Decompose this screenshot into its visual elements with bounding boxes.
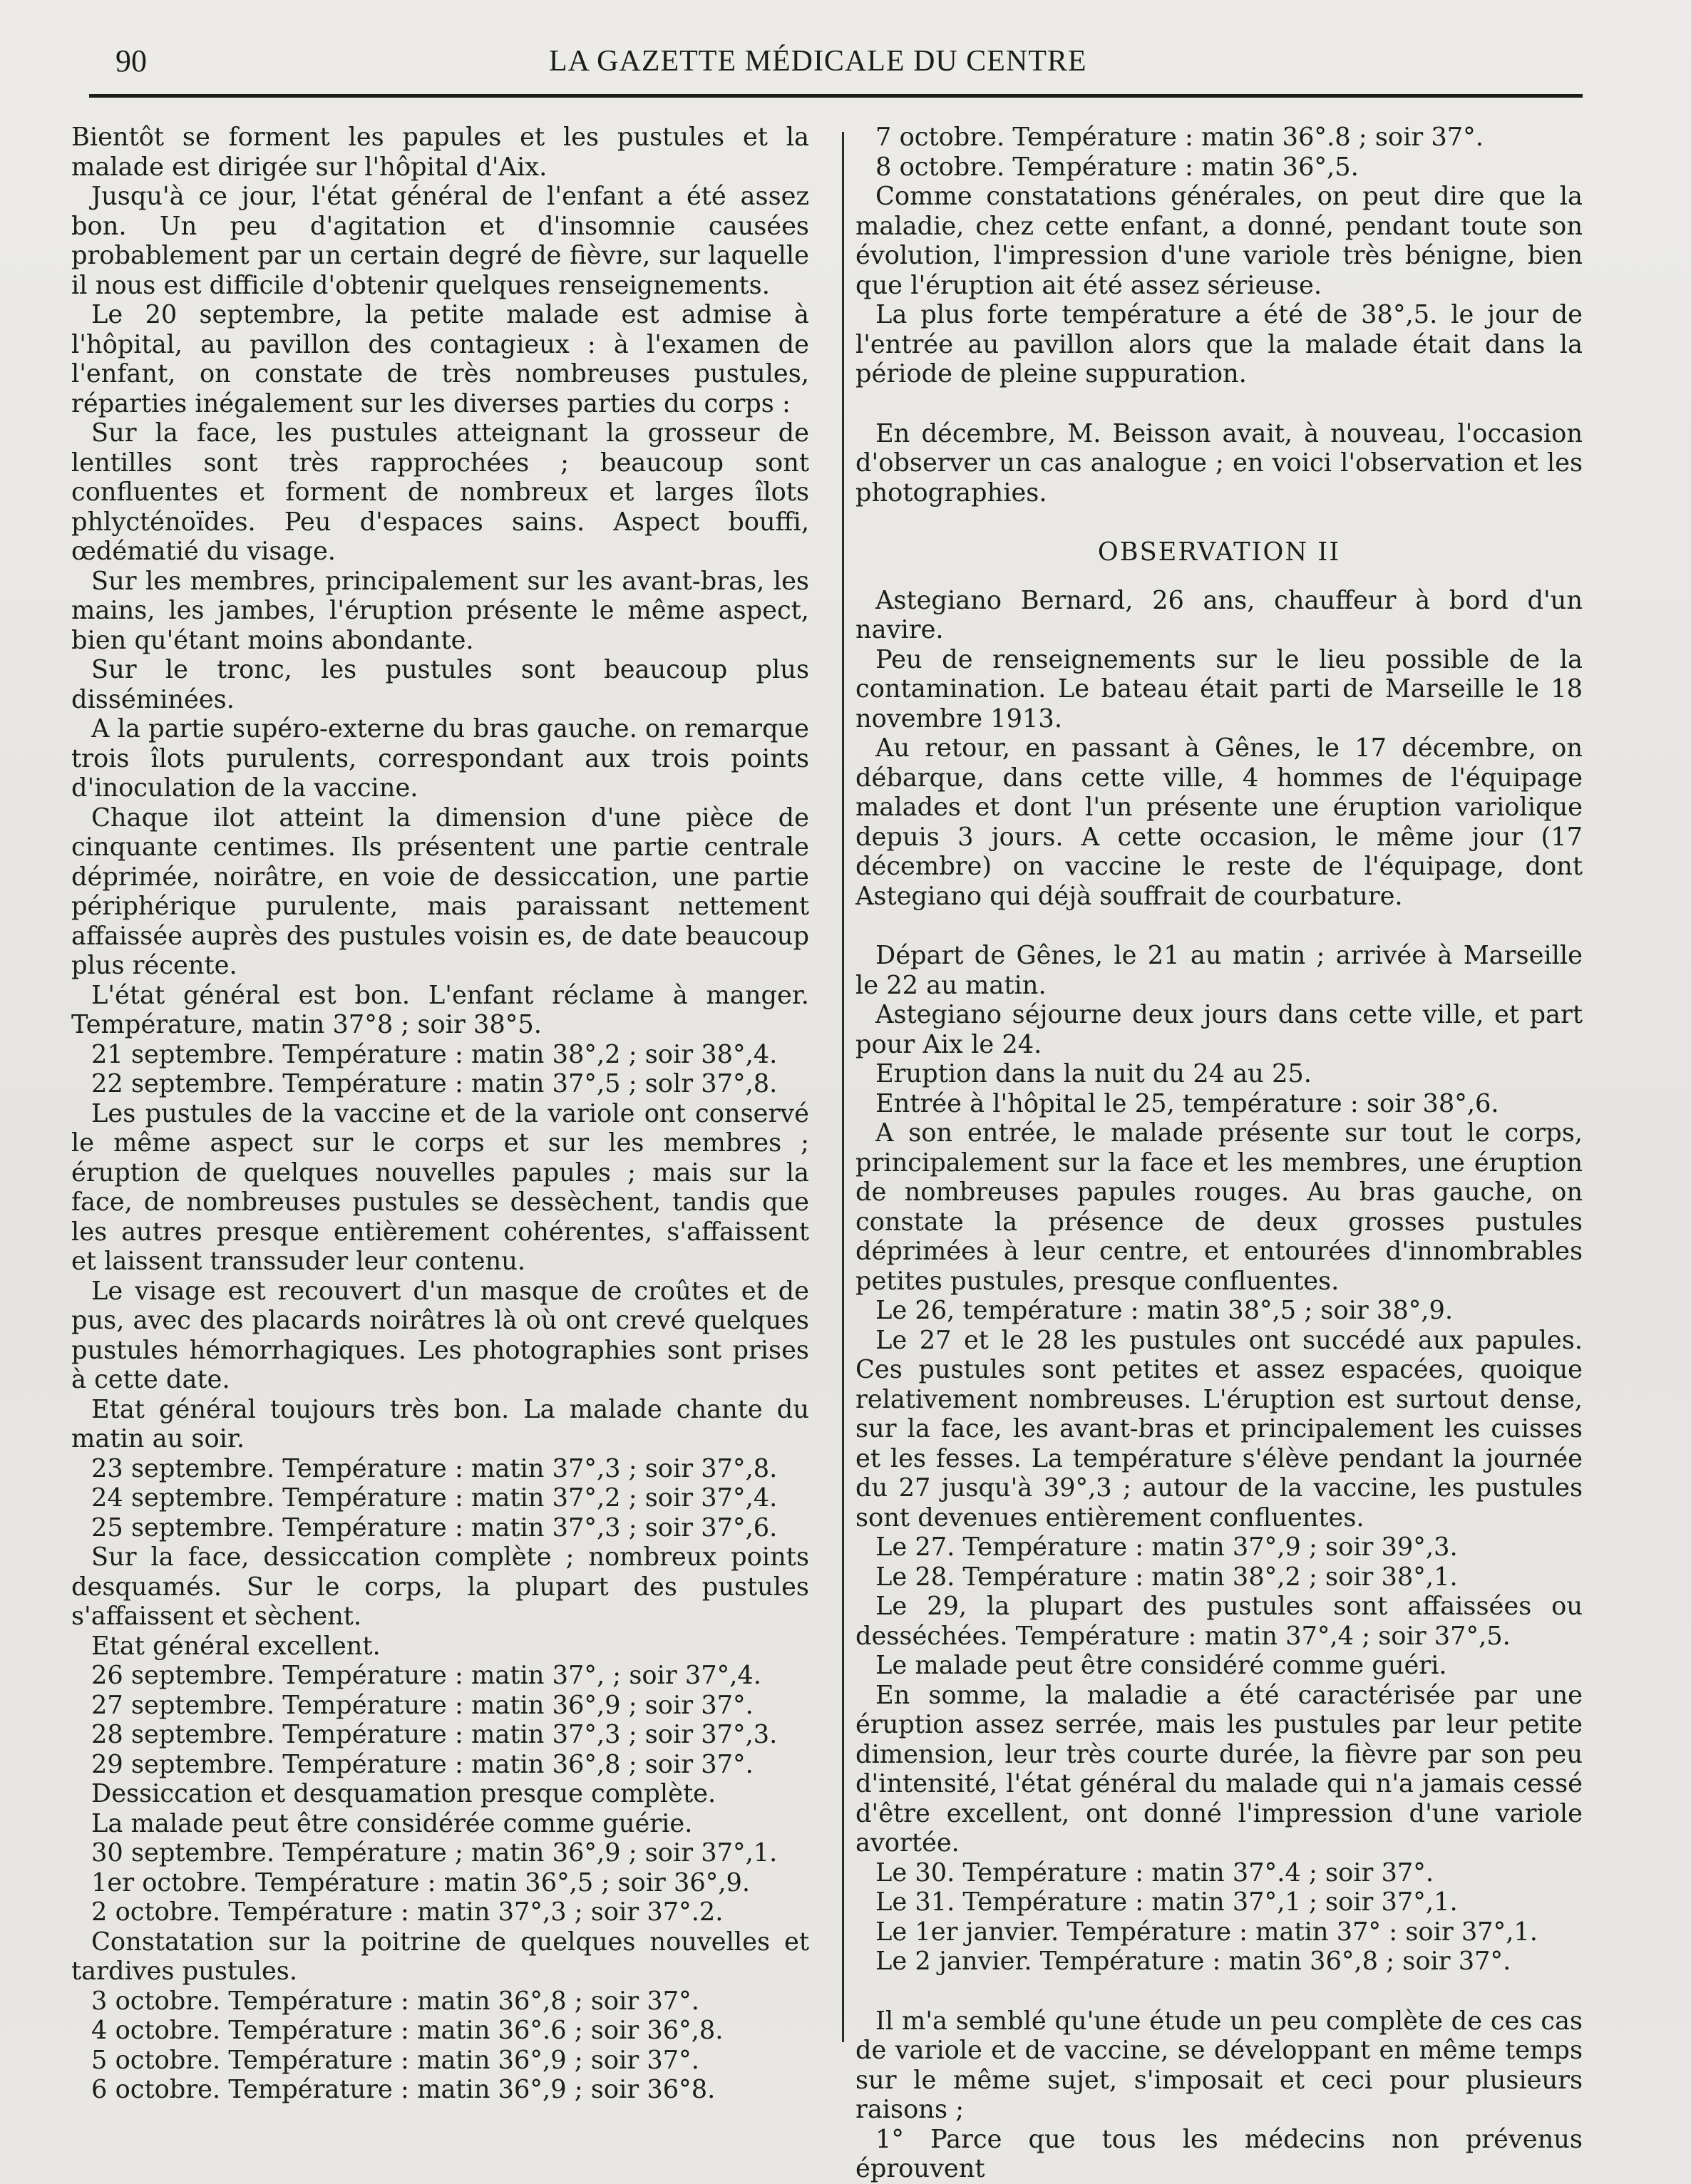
temperature-line: 26 septembre. Température : matin 37°, ; soir 37°,4. xyxy=(91,1661,761,1690)
temperature-line: 27 septembre. Température : matin 36°,9 ; soir 37°. xyxy=(91,1690,754,1720)
temperature-line: 4 octobre. Température : matin 36°.6 ; soir 36°,8. xyxy=(91,2016,724,2045)
page-header xyxy=(86,36,1583,93)
temperature-line: 21 septembre. Température : matin 38°,2 ; soir 38°,4. xyxy=(91,1039,778,1069)
temperature-line: 3 octobre. Température : matin 36°,8 ; soir 37°. xyxy=(91,1986,699,2016)
page-number: 90 xyxy=(115,43,147,78)
temperature-line: 2 octobre. Température : matin 37°,3 ; soir 37°.2. xyxy=(91,1897,724,1927)
observation-heading: OBSERVATION II xyxy=(1097,537,1341,567)
paragraph: Peu de renseignements sur le lieu possible de la contamination. Le bateau était parti de Marseille le 18 novembre 1913. xyxy=(855,644,1583,733)
paragraph: Chaque ilot atteint la dimension d'une pièce de cinquante centimes. Ils présentent une partie centrale déprimée, noirâtre, en voie de dessiccation, une partie périphérique purulente, mais paraissant nettement affaissée auprès des pustules voisin es, de date beaucoup plus récente. xyxy=(71,803,809,980)
temperature-line: 30 septembre. Température ; matin 36°,9 ; soir 37°,1. xyxy=(91,1838,778,1868)
paragraph: Sur le tronc, les pustules sont beaucoup plus disséminées. xyxy=(71,655,809,714)
paragraph: Jusqu'à ce jour, l'état général de l'enfant a été assez bon. Un peu d'agitation et d'insomnie causées probablement par un certain degré de fièvre, sur laquelle il nous est difficile d'obtenir quelques renseignements. xyxy=(71,182,809,300)
temperature-line: 23 septembre. Température : matin 37°,3 ; soir 37°,8. xyxy=(91,1453,778,1483)
paragraph: Au retour, en passant à Gênes, le 17 décembre, on débarque, dans cette ville, 4 hommes de l'équipage malades et dont l'un présente une éruption variolique depuis 3 jours. A cette occasion, le même jour (17 décembre) on vaccine le reste de l'équipage, dont Astegiano qui déjà souffrait de courbature. xyxy=(855,733,1583,911)
paragraph: En somme, la maladie a été caractérisée par une éruption assez serrée, mais les pustules par leur petite dimension, leur très courte durée, la fièvre par son peu d'intensité, l'état général du malade qui n'a jamais cessé d'être excellent, ont donné l'impression d'une variole avortée. xyxy=(855,1680,1583,1858)
temperature-line: Le 28. Température : matin 38°,2 ; soir 38°,1. xyxy=(875,1562,1458,1592)
temperature-line: 29 septembre. Température : matin 36°,8 ; soir 37°. xyxy=(91,1749,754,1779)
right-column xyxy=(855,123,1583,2184)
temperature-line: 7 octobre. Température : matin 36°.8 ; soir 37°. xyxy=(875,123,1484,152)
paragraph: Le malade peut être considéré comme guéri. xyxy=(875,1651,1447,1680)
paragraph: Départ de Gênes, le 21 au matin ; arrivée à Marseille le 22 au matin. xyxy=(855,941,1583,1000)
temperature-line: Le 27. Température : matin 37°,9 ; soir 39°,3. xyxy=(875,1533,1458,1562)
paragraph: Astegiano Bernard, 26 ans, chauffeur à bord d'un navire. xyxy=(855,585,1583,644)
paragraph: Comme constatations générales, on peut dire que la maladie, chez cette enfant, a donné, pendant toute son évolution, l'impression d'une variole très bénigne, bien que l'éruption ait été assez sérieuse. xyxy=(855,182,1583,300)
header-rule xyxy=(89,94,1583,98)
paragraph: Sur la face, les pustules atteignant la grosseur de lentilles sont très rapprochées ; beaucoup sont confluentes et forment de nombreux et larges îlots phlycténoïdes. Peu d'espaces sains. Aspect bouffi, œdématié du visage. xyxy=(71,418,809,566)
paragraph: A la partie supéro-externe du bras gauche. on remarque trois îlots purulents, correspondant aux trois points d'inoculation de la vaccine. xyxy=(71,714,809,803)
paragraph: Entrée à l'hôpital le 25, température : soir 38°,6. xyxy=(875,1088,1499,1118)
paragraph: Bientôt se forment les papules et les pustules et la malade est dirigée sur l'hôpital d'Aix. xyxy=(71,123,809,182)
paragraph: Eruption dans la nuit du 24 au 25. xyxy=(875,1059,1312,1088)
paragraph: A son entrée, le malade présente sur tout le corps, principalement sur la face et les membres, une éruption de nombreuses papules rouges. Au bras gauche, on constate la présence de deux grosses pustules déprimées à leur centre, et entourées d'innombrables petites pustules, presque confluentes. xyxy=(855,1118,1583,1296)
temperature-line: 1er octobre. Température : matin 36°,5 ; soir 36°,9. xyxy=(91,1868,751,1897)
journal-title: LA GAZETTE MÉDICALE DU CENTRE xyxy=(549,45,1087,78)
paragraph: La malade peut être considérée comme guérie. xyxy=(91,1808,693,1838)
paragraph: 1° Parce que tous les médecins non prévenus éprouvent xyxy=(855,2124,1583,2183)
temperature-line: 25 septembre. Température : matin 37°,3 ; soir 37°,6. xyxy=(91,1513,778,1542)
temperature-line: 28 septembre. Température : matin 37°,3 ; soir 37°,3. xyxy=(91,1720,778,1749)
paragraph: Etat général excellent. xyxy=(91,1631,381,1661)
paragraph: Le 27 et le 28 les pustules ont succédé aux papules. Ces pustules sont petites et assez espacées, quoique relativement nombreuses. L'éruption est surtout dense, sur la face, les avant-bras et principalement les cuisses et les fesses. La température s'élève pendant la journée du 27 jusqu'à 39°,3 ; autour de la vaccine, les pustules sont devenues entièrement confluentes. xyxy=(855,1325,1583,1533)
paragraph: Sur la face, dessiccation complète ; nombreux points desquamés. Sur le corps, la plupart des pustules s'affaissent et sèchent. xyxy=(71,1542,809,1631)
paragraph: Etat général toujours très bon. La malade chante du matin au soir. xyxy=(71,1394,809,1453)
paragraph: Dessiccation et desquamation presque complète. xyxy=(91,1779,716,1808)
paragraph: Le visage est recouvert d'un masque de croûtes et de pus, avec des placards noirâtres là où ont crevé quelques pustules hémorrhagiques. Les photographies sont prises à cette date. xyxy=(71,1276,809,1394)
column-divider xyxy=(842,132,844,2042)
paragraph: En décembre, M. Beisson avait, à nouveau, l'occasion d'observer un cas analogue ; en voici l'observation et les photographies. xyxy=(855,418,1583,508)
temperature-line: 5 octobre. Température : matin 36°,9 ; soir 37°. xyxy=(91,2045,699,2075)
paragraph: La plus forte température a été de 38°,5. le jour de l'entrée au pavillon alors que la malade était dans la période de pleine suppuration. xyxy=(855,300,1583,388)
temperature-line: Le 26, température : matin 38°,5 ; soir 38°,9. xyxy=(875,1296,1454,1325)
temperature-line: Le 30. Température : matin 37°.4 ; soir 37°. xyxy=(875,1858,1434,1887)
paragraph: Le 29, la plupart des pustules sont affaissées ou desséchées. Température : matin 37°,4 ; soir 37°,5. xyxy=(855,1592,1583,1651)
temperature-line: 24 septembre. Température : matin 37°,2 ; soir 37°,4. xyxy=(91,1483,778,1513)
paragraph: Le 20 septembre, la petite malade est admise à l'hôpital, au pavillon des contagieux : à l'examen de l'enfant, on constate de très nombreuses pustules, réparties inégalement sur les diverses parties du corps : xyxy=(71,300,809,418)
paragraph: Les pustules de la vaccine et de la variole ont conservé le même aspect sur le corps et sur les membres ; éruption de quelques nouvelles papules ; mais sur la face, de nombreuses pustules se dessèchent, tandis que les autres presque entièrement cohérentes, s'affaissent et laissent transsuder leur contenu. xyxy=(71,1098,809,1276)
temperature-line: 8 octobre. Température : matin 36°,5. xyxy=(875,152,1359,182)
paragraph: Astegiano séjourne deux jours dans cette ville, et part pour Aix le 24. xyxy=(855,1000,1583,1059)
temperature-line: Le 31. Température : matin 37°,1 ; soir 37°,1. xyxy=(875,1887,1458,1917)
paragraph: Il m'a semblé qu'une étude un peu complète de ces cas de variole et de vaccine, se développant en même temps sur le même sujet, s'imposait et ceci pour plusieurs raisons ; xyxy=(855,2006,1583,2124)
temperature-line: 6 octobre. Température : matin 36°,9 ; soir 36°8. xyxy=(91,2075,716,2104)
paragraph: L'état général est bon. L'enfant réclame à manger. Température, matin 37°8 ; soir 38°5. xyxy=(71,980,809,1039)
temperature-line: Le 1er janvier. Température : matin 37° : soir 37°,1. xyxy=(875,1917,1538,1947)
left-column xyxy=(71,123,809,2105)
temperature-line: Le 2 janvier. Température : matin 36°,8 ; soir 37°. xyxy=(875,1947,1511,1976)
paragraph: Constatation sur la poitrine de quelques nouvelles et tardives pustules. xyxy=(71,1927,809,1986)
temperature-line: 22 septembre. Température : matin 37°,5 ; solr 37°,8. xyxy=(91,1069,778,1098)
paragraph: Sur les membres, principalement sur les avant-bras, les mains, les jambes, l'éruption présente le même aspect, bien qu'étant moins abondante. xyxy=(71,566,809,655)
